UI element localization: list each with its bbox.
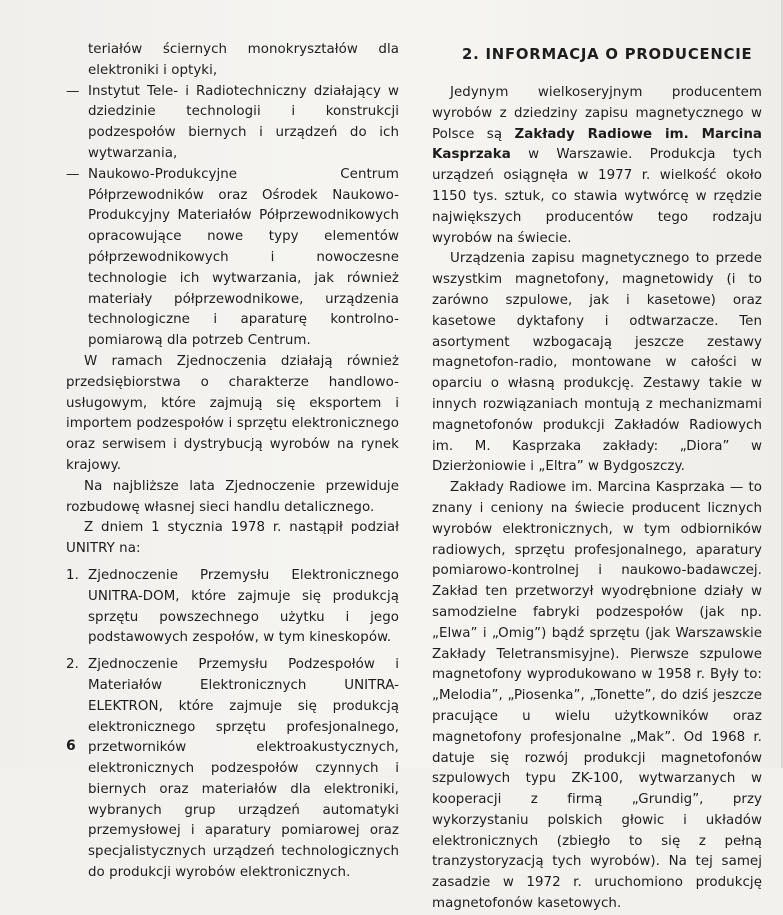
numbered-item bbox=[66, 655, 399, 884]
numbered-item bbox=[66, 566, 399, 649]
paragraph bbox=[432, 83, 762, 249]
paragraph-text: Jedynym wielkoseryjnym producentem wyrobów z dziedziny zapisu magnetycznego w Polsce są bbox=[432, 85, 762, 142]
paragraph: Na najbliższe lata Zjednoczenie przewiduje rozbudowę własnej sieci handlu detalicznego. bbox=[66, 478, 399, 515]
left-column bbox=[66, 40, 399, 884]
item-number: 1. bbox=[66, 567, 79, 583]
page-number: 6 bbox=[66, 738, 76, 754]
list-item bbox=[66, 82, 399, 165]
right-column bbox=[432, 45, 762, 915]
dash-mark: — bbox=[66, 166, 80, 182]
continuation-text: teriałów ściernych monokryształów dla elektroniki i optyki, bbox=[88, 42, 399, 78]
list-item-text: Instytut Tele- i Radiotechniczny działający w dziedzinie technologii i konstrukcji podzespołów biernych i urządzeń do ich wytwarzania, bbox=[88, 83, 399, 161]
numbered-item-text: Zjednoczenie Przemysłu Elektronicznego UNITRA-DOM, które zajmuje się produkcją sprzętu powszechnego użytku i jego podstawowych zespołów, w tym kineskopów. bbox=[88, 567, 399, 646]
paragraph: Z dniem 1 stycznia 1978 r. nastąpił podział UNITRY na: bbox=[66, 520, 399, 557]
paragraph-text: w Warszawie. Produkcja tych urządzeń osiągnęła w 1977 r. wielkość około 1150 tys. sztuk, co stawia wytwórcę w rzędzie największych producentów tego rodzaju wyrobów na świecie. bbox=[432, 147, 762, 246]
numbered-item-text: Zjednoczenie Przemysłu Podzespołów i Materiałów Elektronicznych UNITRA-ELEKTRON, które zajmuje się produkcją elektronicznego sprzętu profesjonalnego, przetworników elektroakustycznych, elektronicznych podzespołów czynnych i biernych oraz materiałów dla elektroniki, wybranych grup urządzeń automatyki przemysłowej i aparatury pomiarowej oraz specjalistycznych urządzeń technologicznych do produkcji wyrobów elektronicznych. bbox=[88, 657, 399, 881]
item-number: 2. bbox=[66, 657, 79, 673]
paragraph: W ramach Zjednoczenia działają również przedsiębiorstwa o charakterze handlowo-usługowym, które zajmują się eksportem i importem podzespołów i sprzętu elektronicznego oraz serwisem i dystrybucją wyrobów na rynek krajowy. bbox=[66, 353, 399, 473]
paragraph: Zakłady Radiowe im. Marcina Kasprzaka — to znany i ceniony na świecie producent licznych wyrobów elektronicznych, w tym odbiorników radiowych, sprzętu profesjonalnego, aparatury pomiarowo-kontrolnej i naukowo-badawczej. Zakład ten przetworzył wyodrębnione działy w samodzielne fabryki podzespołów (jak np. „Elwa” i „Omig”) bądź sprzętu (jak Warszawskie Zakłady Teletransmisyjne). Pierwsze szpulowe magnetofony wyprodukowano w 1958 r. Były to: „Melodia”, „Piosenka”, „Tonette”, do dziś jeszcze pracujące u wielu użytkowników oraz magnetofony profesjonalne „Mak”. Od 1968 r. datuje się rozwój produkcji magnetofonów szpulowych typu ZK-100, wytwarzanych w kooperacji z firmą „Grundig”, przy wykorzystaniu polskich głowic i układów elektronicznych (zbiegło to się z pełną tranzystoryzacją tych wyrobów). Na tej samej zasadzie w 1972 r. uruchomiono produkcję magnetofonów kasetowych. bbox=[432, 480, 762, 912]
section-heading: 2. INFORMACJA O PRODUCENCIE bbox=[462, 46, 753, 63]
list-item bbox=[66, 165, 399, 352]
producer-name: Zakłady Radiowe im. Marcina Kasprzaka bbox=[432, 126, 762, 163]
paragraph: Urządzenia zapisu magnetycznego to przede wszystkim magnetofony, magnetowidy (i to zarówno szpulowe, jak i kasetowe) oraz kasetowe dyktafony i odtwarzacze. Ten asortyment wzbogacają jeszcze zestawy magnetofon-radio, montowane w całości w oparciu o własną produkcję. Zestawy takie w innych rozwiązaniach montują z mechanizmami magnetofonów produkcji Zakładów Radiowych im. M. Kasprzaka zakłady: „Diora” w Dzierżoniowie i „Eltra” w Bydgoszczy. bbox=[432, 251, 762, 475]
list-item-text: Naukowo-Produkcyjne Centrum Półprzewodników oraz Ośrodek Naukowo-Produkcyjny Materiałów Półprzewodnikowych opracowujące nowe typy elementów półprzewodnikowych i nowoczesne technologie ich wytwarzania, jak również materiały półprzewodnikowe, urządzenia technologiczne i aparaturę kontrolno-pomiarową dla potrzeb Centrum. bbox=[88, 166, 399, 349]
dash-mark: — bbox=[66, 83, 80, 99]
